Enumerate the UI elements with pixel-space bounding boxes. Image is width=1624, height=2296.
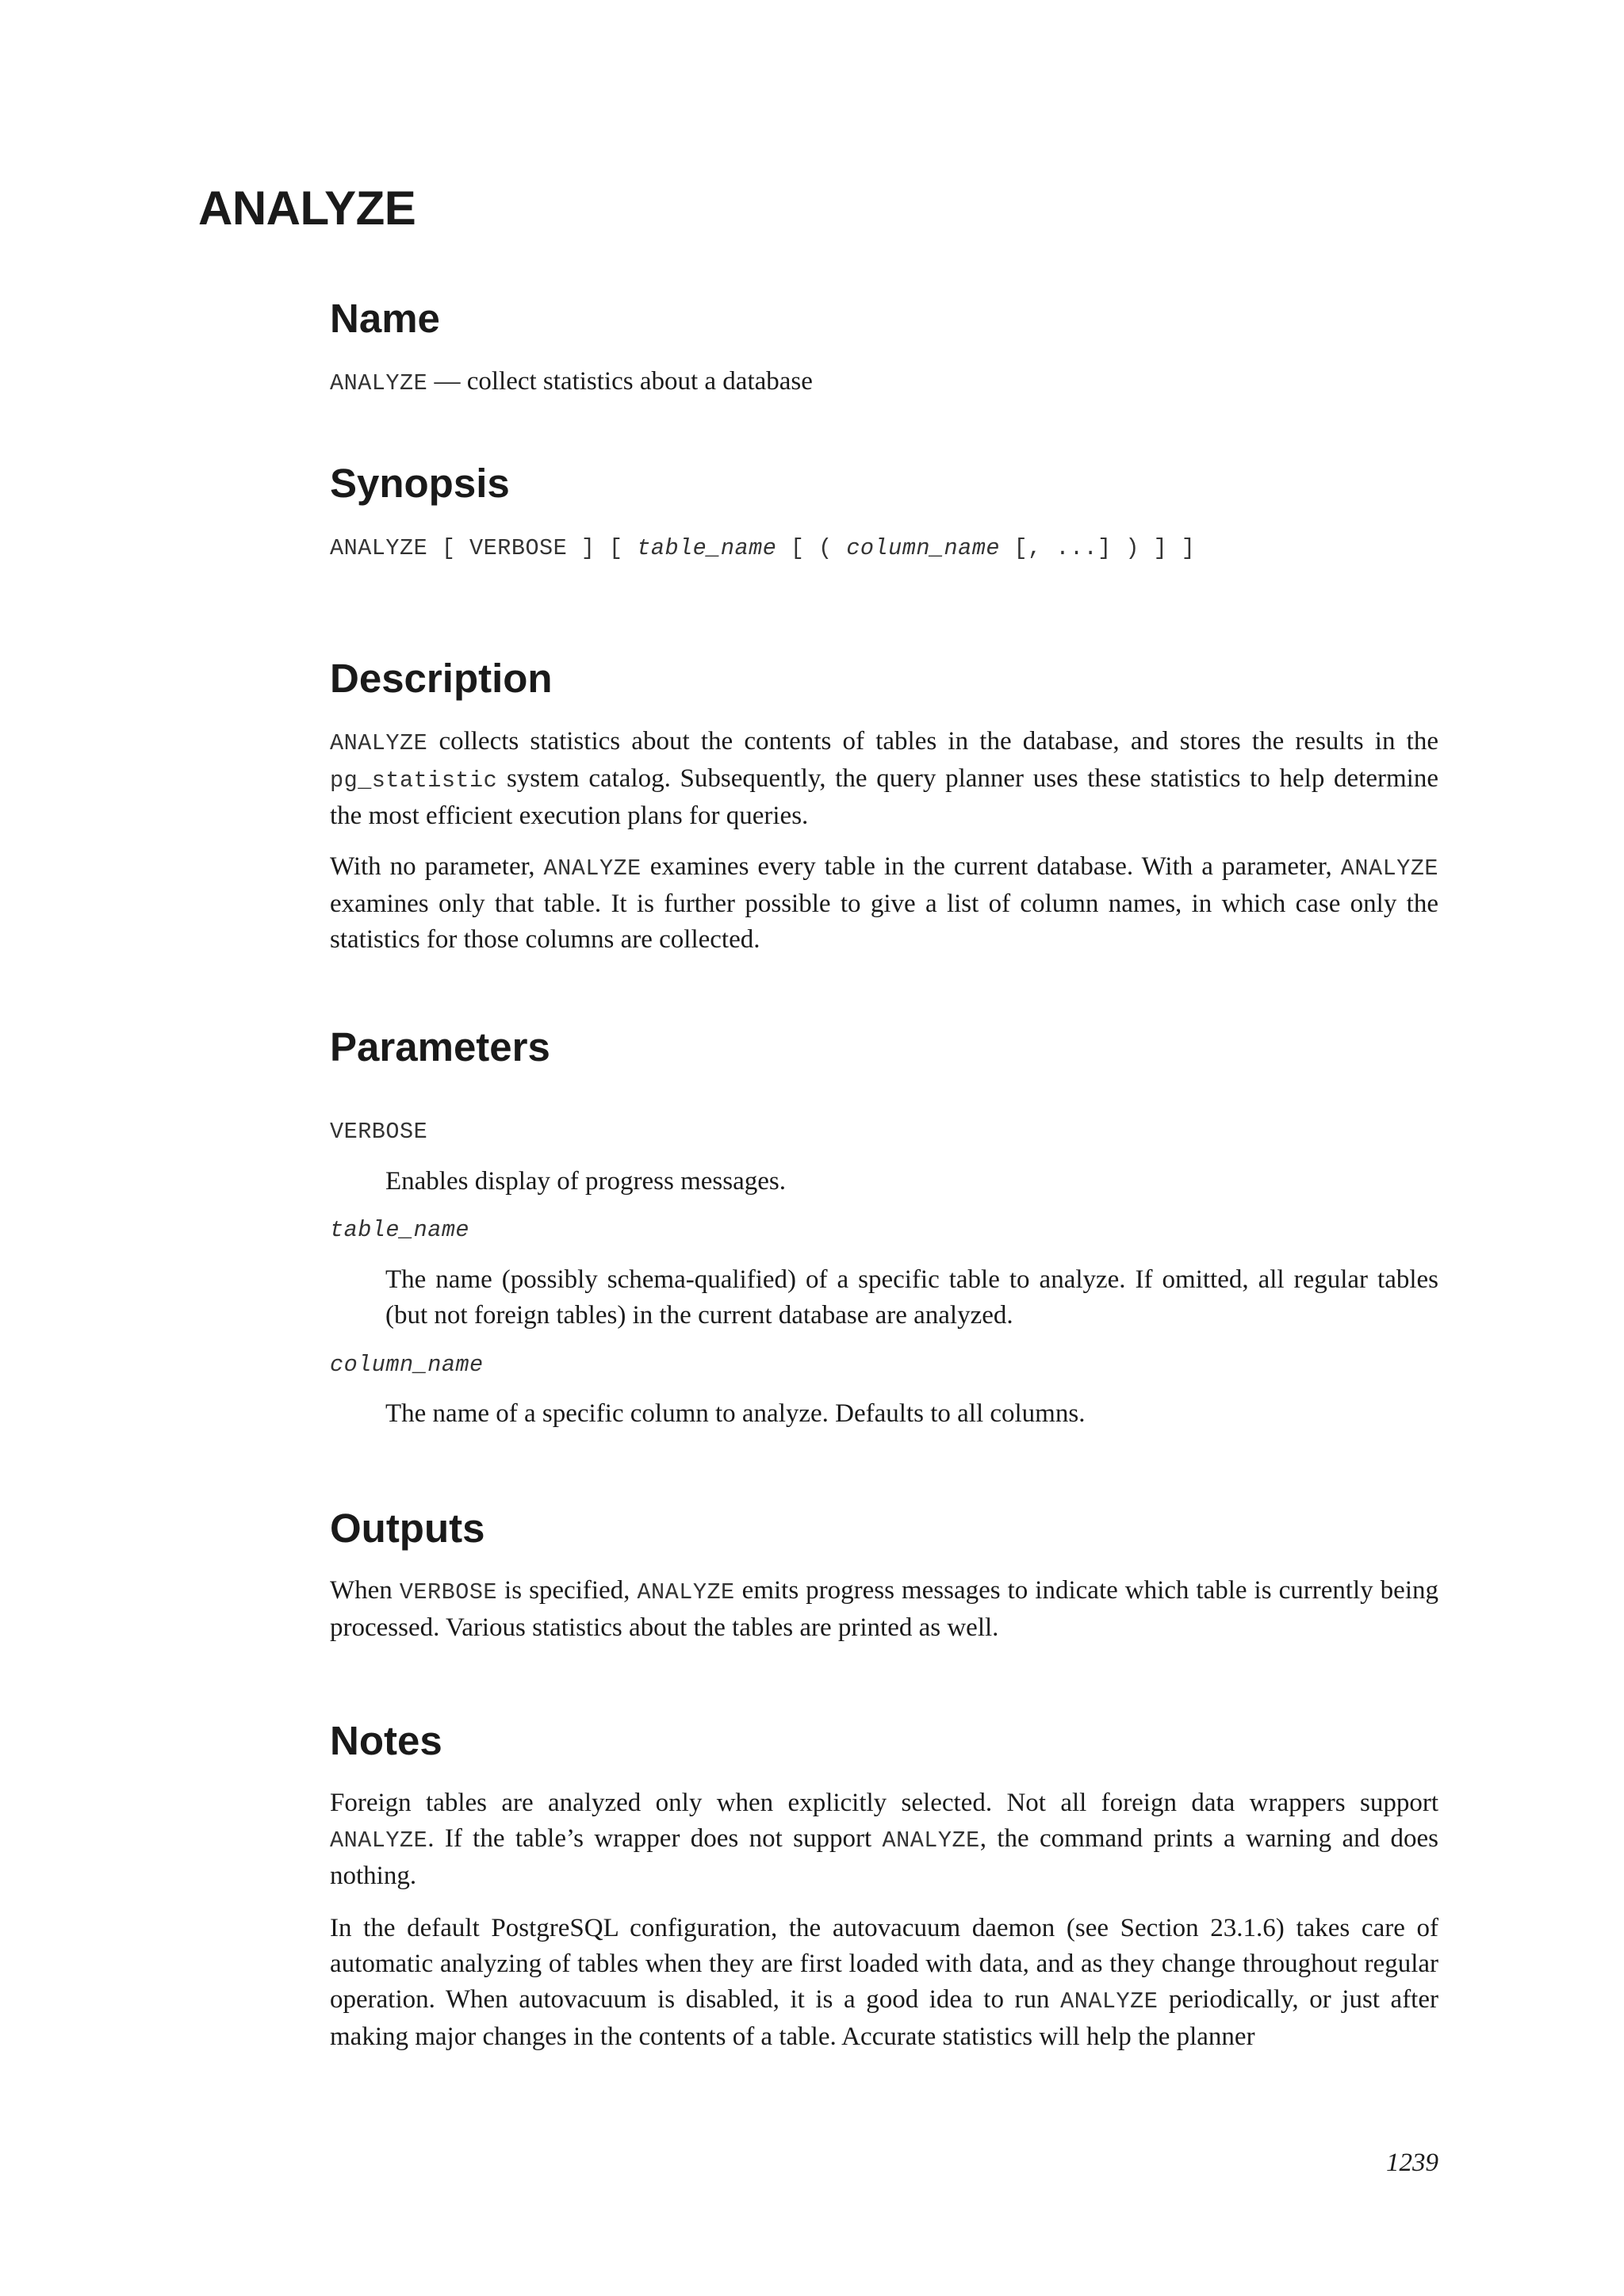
synopsis-heading: Synopsis (330, 461, 510, 506)
synopsis-code (330, 533, 1195, 564)
synopsis-column-name: column_name (846, 535, 1000, 561)
param-desc-column-name: The name of a specific column to analyze. Defaults to all columns. (385, 1399, 1086, 1428)
paragraph-text: When (330, 1576, 400, 1605)
inline-code: ANALYZE (1060, 1988, 1159, 2015)
inline-code: ANALYZE (882, 1827, 980, 1854)
description-paragraph-2 (330, 849, 1438, 958)
param-term-column-name: column_name (330, 1352, 484, 1378)
paragraph-text: With no parameter, (330, 852, 544, 881)
param-term-verbose: VERBOSE (330, 1119, 428, 1145)
paragraph-text: system catalog. Subsequently, the query planner uses these statistics to help determine the most efficient execution plans for queries. (330, 764, 1438, 830)
paragraph-text: periodically, or just after making major changes in the contents of a table. Accurate statistics will help the planner (330, 1985, 1438, 2051)
inline-code: ANALYZE (1340, 855, 1439, 882)
notes-paragraph-2 (330, 1911, 1438, 2055)
paragraph-text: , the command prints a warning and does nothing. (330, 1824, 1438, 1890)
inline-code: ANALYZE (330, 1827, 428, 1854)
outputs-paragraph (330, 1573, 1438, 1646)
command-name: ANALYZE (330, 370, 428, 396)
inline-code: pg_statistic (330, 767, 498, 794)
synopsis-table-name: table_name (637, 535, 777, 561)
inline-code: ANALYZE (543, 855, 642, 882)
param-desc-verbose: Enables display of progress messages. (385, 1167, 786, 1196)
inline-code: ANALYZE (330, 730, 428, 756)
paragraph-text: In the default PostgreSQL configuration, the autovacuum daemon (see Section 23.1.6) takes care of automatic analyzing of tables when they are first loaded with data, and as they change throughout regular operation. When autovacuum is disabled, it is a good idea to run (330, 1914, 1438, 2014)
notes-paragraph-1 (330, 1785, 1438, 1894)
notes-heading: Notes (330, 1718, 442, 1763)
paragraph-text: collects statistics about the contents of tables in the database, and stores the results in the (427, 727, 1438, 756)
paragraph-text: Foreign tables are analyzed only when explicitly selected. Not all foreign data wrappers support (330, 1789, 1438, 1817)
paragraph-text: is specified, (497, 1576, 638, 1605)
param-desc-table-name: The name (possibly schema-qualified) of a specific table to analyze. If omitted, all regular tables (but not foreign tables) in the current database are analyzed. (385, 1265, 1438, 1330)
paragraph-text: . If the table’s wrapper does not support (427, 1824, 883, 1853)
description-paragraph-1 (330, 724, 1438, 834)
synopsis-part: [, ...] ) ] ] (999, 535, 1196, 561)
command-summary: — collect statistics about a database (427, 367, 813, 396)
outputs-heading: Outputs (330, 1506, 485, 1551)
page-title: ANALYZE (198, 182, 416, 235)
paragraph-text: examines every table in the current database. With a parameter, (641, 852, 1341, 881)
inline-code: ANALYZE (637, 1579, 735, 1605)
description-heading: Description (330, 656, 553, 701)
paragraph-text: examines only that table. It is further possible to give a list of column names, in which case only the statistics for those columns are collected. (330, 890, 1438, 954)
param-term-table-name: table_name (330, 1217, 470, 1243)
synopsis-part: ANALYZE [ VERBOSE ] [ (330, 535, 638, 561)
name-heading: Name (330, 296, 440, 341)
synopsis-part: [ ( (776, 535, 847, 561)
inline-code: VERBOSE (399, 1579, 498, 1605)
name-line (330, 364, 1438, 401)
parameters-heading: Parameters (330, 1024, 550, 1070)
paragraph-text: emits progress messages to indicate which table is currently being processed. Various statistics about the tables are printed as well. (330, 1576, 1438, 1642)
page-number: 1239 (1386, 2149, 1438, 2177)
